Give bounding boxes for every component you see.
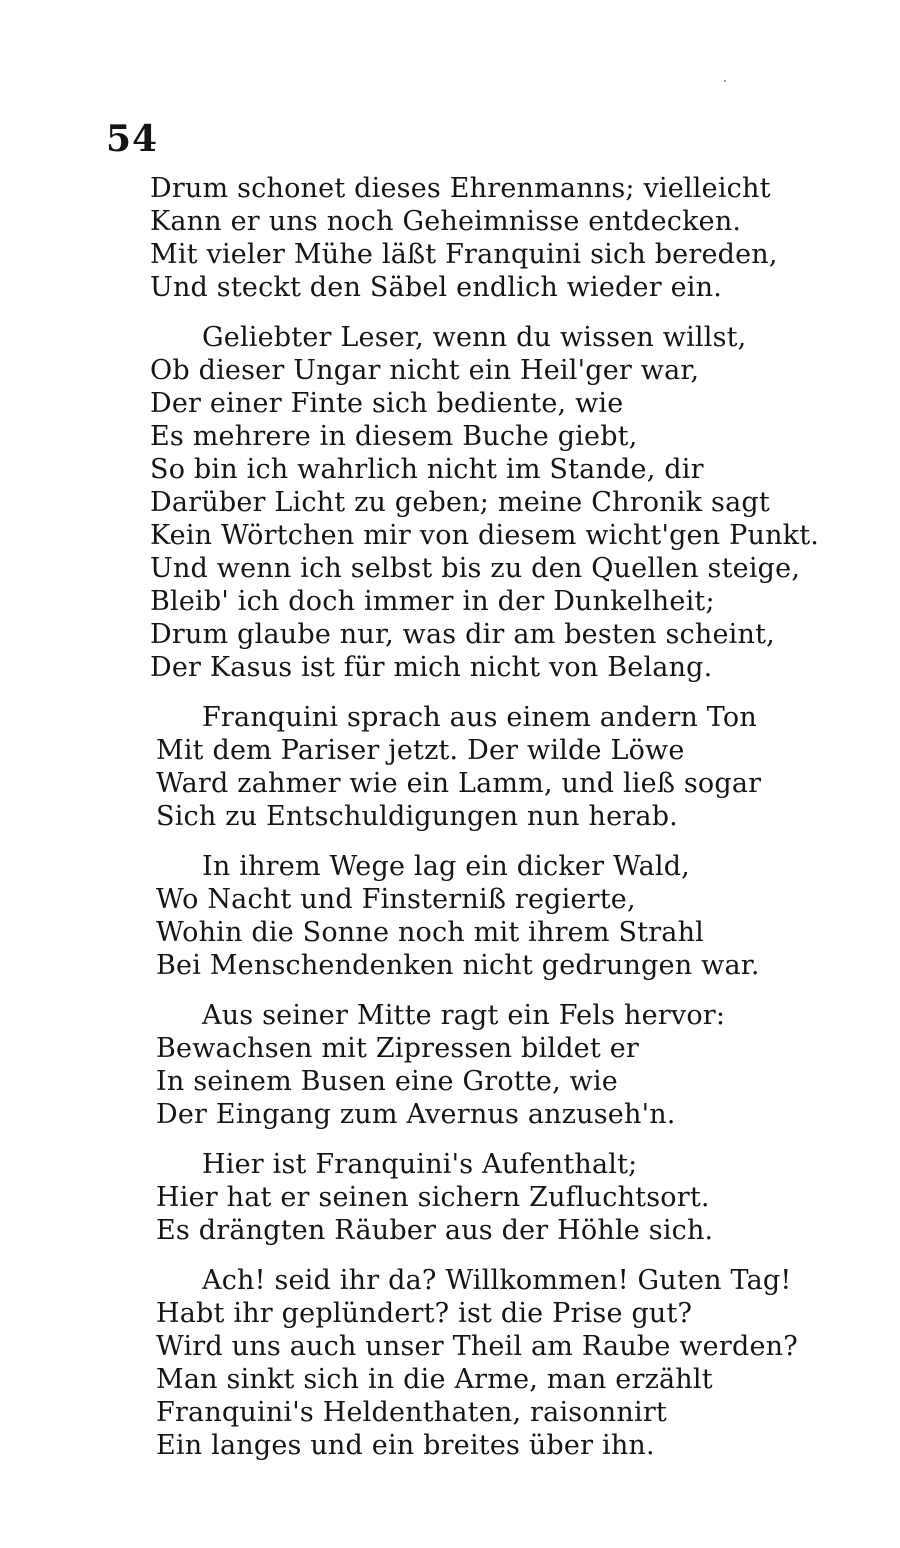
paper-speck bbox=[724, 80, 726, 82]
stanza bbox=[150, 172, 790, 304]
verse-line: Drum schonet dieses Ehrenmanns; vielleicht bbox=[150, 173, 771, 204]
verse-line: Habt ihr geplündert? ist die Prise gut? bbox=[156, 1298, 693, 1329]
verse-line: Wohin die Sonne noch mit ihrem Strahl bbox=[156, 917, 705, 948]
verse-line: Und steckt den Säbel endlich wieder ein. bbox=[150, 272, 722, 303]
verse-line: Der Eingang zum Avernus anzuseh'n. bbox=[156, 1099, 676, 1130]
verse-line: Kein Wörtchen mir von diesem wicht'gen Punkt. bbox=[150, 520, 820, 551]
verse-line: Ob dieser Ungar nicht ein Heil'ger war, bbox=[150, 355, 700, 386]
verse-line: Franquini's Heldenthaten, raisonnirt bbox=[156, 1397, 667, 1428]
verse-line: Hier hat er seinen sichern Zufluchtsort. bbox=[156, 1182, 710, 1213]
verse-line: Bewachsen mit Zipressen bildet er bbox=[156, 1033, 639, 1064]
verse-line: Drum glaube nur, was dir am besten scheint, bbox=[150, 619, 775, 650]
page-number: 54 bbox=[106, 118, 159, 160]
poem-text bbox=[150, 172, 820, 1479]
verse-line: In seinem Busen eine Grotte, wie bbox=[156, 1066, 618, 1097]
verse-line: Mit dem Pariser jetzt. Der wilde Löwe bbox=[156, 735, 685, 766]
verse-line: Franquini sprach aus einem andern Ton bbox=[202, 702, 757, 733]
verse-line: Geliebter Leser, wenn du wissen willst, bbox=[202, 322, 747, 353]
verse-line: Wird uns auch unser Theil am Raube werden? bbox=[156, 1331, 798, 1362]
verse-line: Ach! seid ihr da? Willkommen! Guten Tag! bbox=[202, 1265, 792, 1296]
verse-line: Es drängten Räuber aus der Höhle sich. bbox=[156, 1215, 714, 1246]
stanza bbox=[150, 850, 790, 982]
verse-line: Ward zahmer wie ein Lamm, und ließ sogar bbox=[156, 768, 762, 799]
stanza bbox=[150, 999, 790, 1131]
verse-line: Man sinkt sich in die Arme, man erzählt bbox=[156, 1364, 713, 1395]
verse-line: Wo Nacht und Finsterniß regierte, bbox=[156, 884, 636, 915]
verse-line: Der Kasus ist für mich nicht von Belang. bbox=[150, 652, 713, 683]
verse-line: In ihrem Wege lag ein dicker Wald, bbox=[202, 851, 690, 882]
stanza bbox=[150, 321, 820, 684]
verse-line: Darüber Licht zu geben; meine Chronik sagt bbox=[150, 487, 770, 518]
verse-line: Bleib' ich doch immer in der Dunkelheit; bbox=[150, 586, 715, 617]
verse-line: Aus seiner Mitte ragt ein Fels hervor: bbox=[202, 1000, 726, 1031]
verse-line: Sich zu Entschuldigungen nun herab. bbox=[156, 801, 678, 832]
stanza bbox=[150, 701, 790, 833]
stanza bbox=[150, 1264, 798, 1462]
stanza bbox=[150, 1148, 790, 1247]
verse-line: Es mehrere in diesem Buche giebt, bbox=[150, 421, 638, 452]
verse-line: Mit vieler Mühe läßt Franquini sich bereden, bbox=[150, 239, 778, 270]
verse-line: Ein langes und ein breites über ihn. bbox=[156, 1430, 655, 1461]
verse-line: So bin ich wahrlich nicht im Stande, dir bbox=[150, 454, 704, 485]
verse-line: Und wenn ich selbst bis zu den Quellen steige, bbox=[150, 553, 801, 584]
verse-line: Kann er uns noch Geheimnisse entdecken. bbox=[150, 206, 742, 237]
verse-line: Der einer Finte sich bediente, wie bbox=[150, 388, 624, 419]
verse-line: Bei Menschendenken nicht gedrungen war. bbox=[156, 950, 760, 981]
verse-line: Hier ist Franquini's Aufenthalt; bbox=[202, 1149, 638, 1180]
